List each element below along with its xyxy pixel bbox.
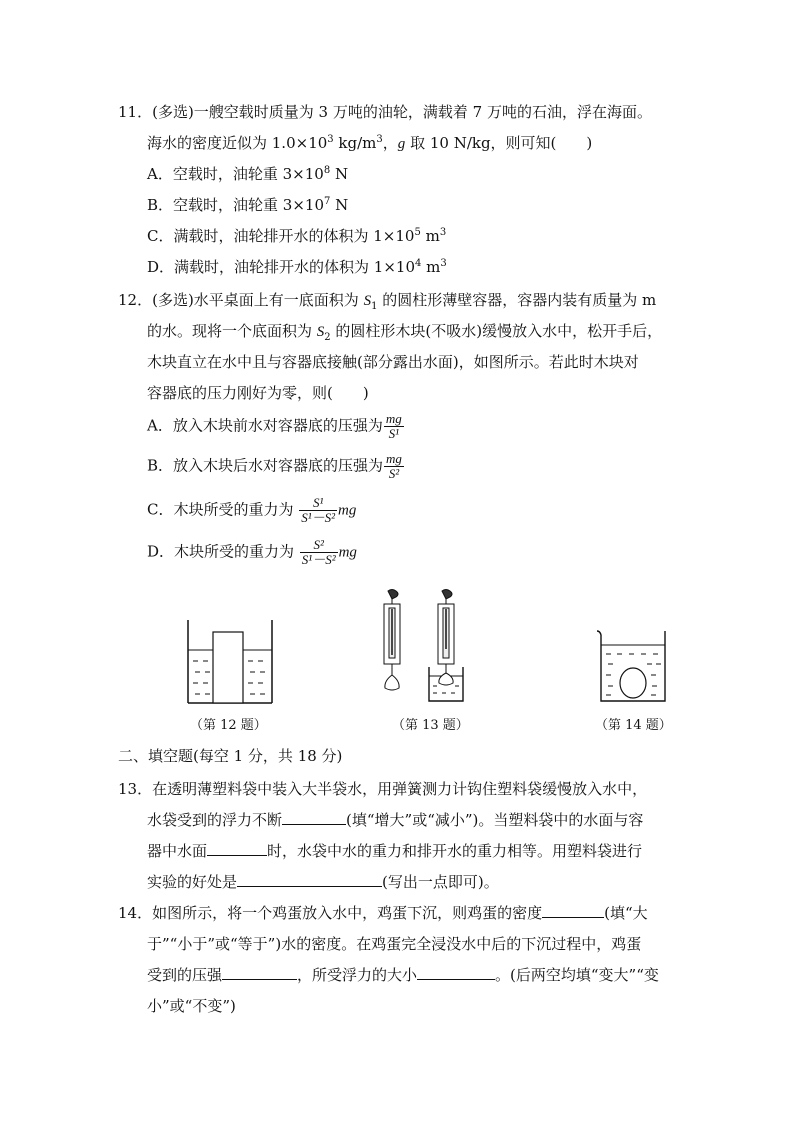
- fraction: $\frac{mg}{\text{S²}}$: [386, 451, 402, 481]
- answer-blank[interactable]: [417, 965, 495, 980]
- q12-option-c: C．木块所受的重力为 $\frac{\text{S¹}}{\text{S¹－S²}}$ mg: [147, 495, 357, 525]
- q11-option-b: B．空载时，油轮重 $3\times 10^7$ N: [147, 196, 349, 214]
- q12-stem-line2: 的水。现将一个底面积为 $S_2$ 的圆柱形木块(不吸水)缓慢放入水中，松开手后，: [147, 322, 663, 343]
- q11-option-d: D．满载时，油轮排开水的体积为 $1\times 10^4$ $m^3$: [147, 258, 447, 276]
- q11-option-c: C．满载时，油轮排开水的体积为 $1\times 10^5$ $m^3$: [147, 227, 447, 245]
- q14-stem-line4: 小”或“不变”): [147, 997, 236, 1015]
- q13-stem-line2: 水袋受到的浮力不断 (填“增大”或“减小”)。当塑料袋中的水面与容: [147, 811, 644, 829]
- figure-12-container-with-block: [180, 615, 280, 710]
- answer-blank[interactable]: [282, 810, 346, 825]
- figure-12-caption: （第 12 题）: [190, 718, 267, 733]
- fraction: $\frac{mg}{\text{S¹}}$: [385, 411, 402, 441]
- figure-14-beaker-with-egg: [593, 627, 673, 707]
- answer-blank[interactable]: [237, 872, 382, 887]
- fraction: $\frac{\text{S²}}{\text{S¹－S²}}$: [301, 537, 336, 567]
- answer-blank[interactable]: [222, 965, 297, 980]
- q12-stem-line4: 容器底的压力刚好为零，则( ): [147, 384, 369, 402]
- q14-stem-line2: 于”“小于”或“等于”)水的密度。在鸡蛋完全浸没水中后的下沉过程中，鸡蛋: [147, 935, 642, 953]
- figure-14-caption: （第 14 题）: [595, 718, 672, 733]
- q13-stem-line4: 实验的好处是 (写出一点即可)。: [147, 873, 499, 891]
- section-2-title: 二、填空题(每空 1 分，共 18 分): [118, 747, 343, 765]
- figure-13-spring-scales: [370, 587, 480, 707]
- q12-option-b: B．放入木块后水对容器底的压强为 $\frac{mg}{\text{S²}}$: [147, 451, 402, 481]
- q12-stem-line3: 木块直立在水中且与容器底接触(部分露出水面)，如图所示。若此时木块对: [147, 353, 639, 371]
- q14-stem-line1: 14．如图所示，将一个鸡蛋放入水中，鸡蛋下沉，则鸡蛋的密度 (填“大: [118, 904, 648, 922]
- answer-blank[interactable]: [542, 903, 604, 918]
- q11-stem-line2: 海水的密度近似为 $1.0\times 10^3$ $kg/m^3$，g 取 10 N/kg，则可知( ): [147, 134, 593, 152]
- q13-stem-line1: 13．在透明薄塑料袋中装入大半袋水，用弹簧测力计钩住塑料袋缓慢放入水中，: [118, 780, 648, 798]
- fraction: $\frac{\text{S¹}}{\text{S¹－S²}}$: [301, 495, 336, 525]
- q12-option-d: D．木块所受的重力为 $\frac{\text{S²}}{\text{S¹－S²}}$ mg: [147, 537, 357, 567]
- q11-stem-line1: 11．(多选)一艘空载时质量为 3 万吨的油轮，满载着 7 万吨的石油，浮在海面。: [118, 103, 652, 121]
- q13-stem-line3: 器中水面 时，水袋中水的重力和排开水的重力相等。用塑料袋进行: [147, 842, 643, 860]
- q12-option-a: A．放入木块前水对容器底的压强为 $\frac{mg}{\text{S¹}}$: [147, 411, 402, 441]
- q14-stem-line3: 受到的压强 ，所受浮力的大小 。(后两空均填“变大”“变: [147, 966, 659, 984]
- q11-option-a: A．空载时，油轮重 $3\times 10^8$ N: [147, 165, 349, 183]
- answer-blank[interactable]: [207, 841, 267, 856]
- figure-13-caption: （第 13 题）: [392, 718, 469, 733]
- q12-stem-line1: 12．(多选)水平桌面上有一底面积为 $S_1$ 的圆柱形薄壁容器，容器内装有质量为 m: [118, 291, 657, 312]
